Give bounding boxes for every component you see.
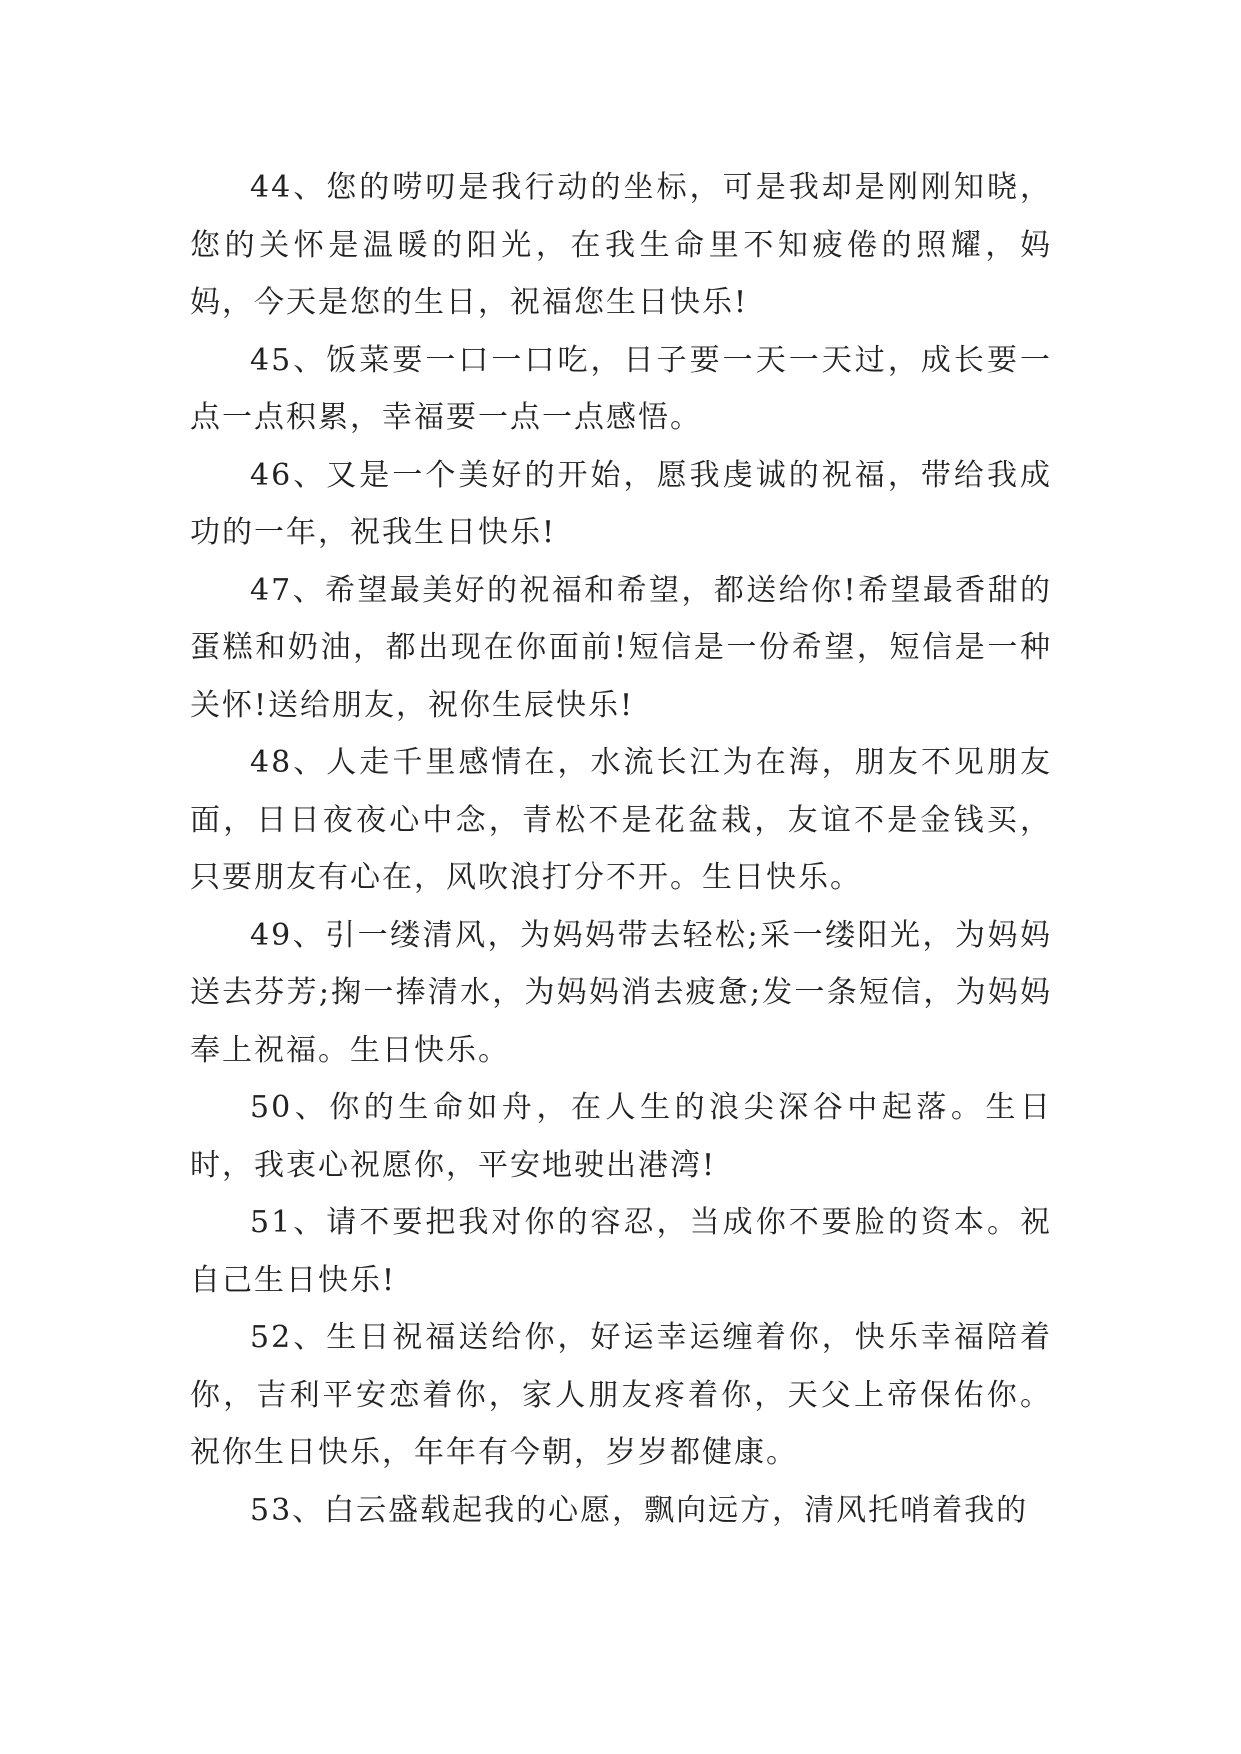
- paragraph-51: 51、请不要把我对你的容忍，当成你不要脸的资本。祝自己生日快乐!: [190, 1205, 1052, 1298]
- paragraph-44: 44、您的唠叨是我行动的坐标，可是我却是刚刚知晓，您的关怀是温暖的阳光，在我生命里不知疲倦的照耀，妈妈，今天是您的生日，祝福您生日快乐!: [190, 170, 1052, 320]
- document-body: [190, 159, 1052, 1539]
- paragraph-52: 52、生日祝福送给你，好运幸运缠着你，快乐幸福陪着你，吉利平安恋着你，家人朋友疼着你，天父上帝保佑你。祝你生日快乐，年年有今朝，岁岁都健康。: [190, 1320, 1052, 1470]
- paragraph-53: 53、白云盛载起我的心愿，飘向远方，清风托哨着我的: [250, 1492, 1029, 1528]
- paragraph-45: 45、饭菜要一口一口吃，日子要一天一天过，成长要一点一点积累，幸福要一点一点感悟。: [190, 342, 1052, 435]
- paragraph-50: 50、你的生命如舟，在人生的浪尖深谷中起落。生日时，我衷心祝愿你，平安地驶出港湾!: [190, 1090, 1052, 1183]
- paragraph-48: 48、人走千里感情在，水流长江为在海，朋友不见朋友面，日日夜夜心中念，青松不是花盆栽，友谊不是金钱买，只要朋友有心在，风吹浪打分不开。生日快乐。: [190, 745, 1052, 895]
- paragraph-49: 49、引一缕清风，为妈妈带去轻松;采一缕阳光，为妈妈送去芬芳;掬一捧清水，为妈妈消去疲惫;发一条短信，为妈妈奉上祝福。生日快乐。: [190, 917, 1052, 1068]
- paragraph-46: 46、又是一个美好的开始，愿我虔诚的祝福，带给我成功的一年，祝我生日快乐!: [190, 457, 1052, 550]
- paragraph-47: 47、希望最美好的祝福和希望，都送给你!希望最香甜的蛋糕和奶油，都出现在你面前!短信是一份希望，短信是一种关怀!送给朋友，祝你生辰快乐!: [190, 572, 1052, 723]
